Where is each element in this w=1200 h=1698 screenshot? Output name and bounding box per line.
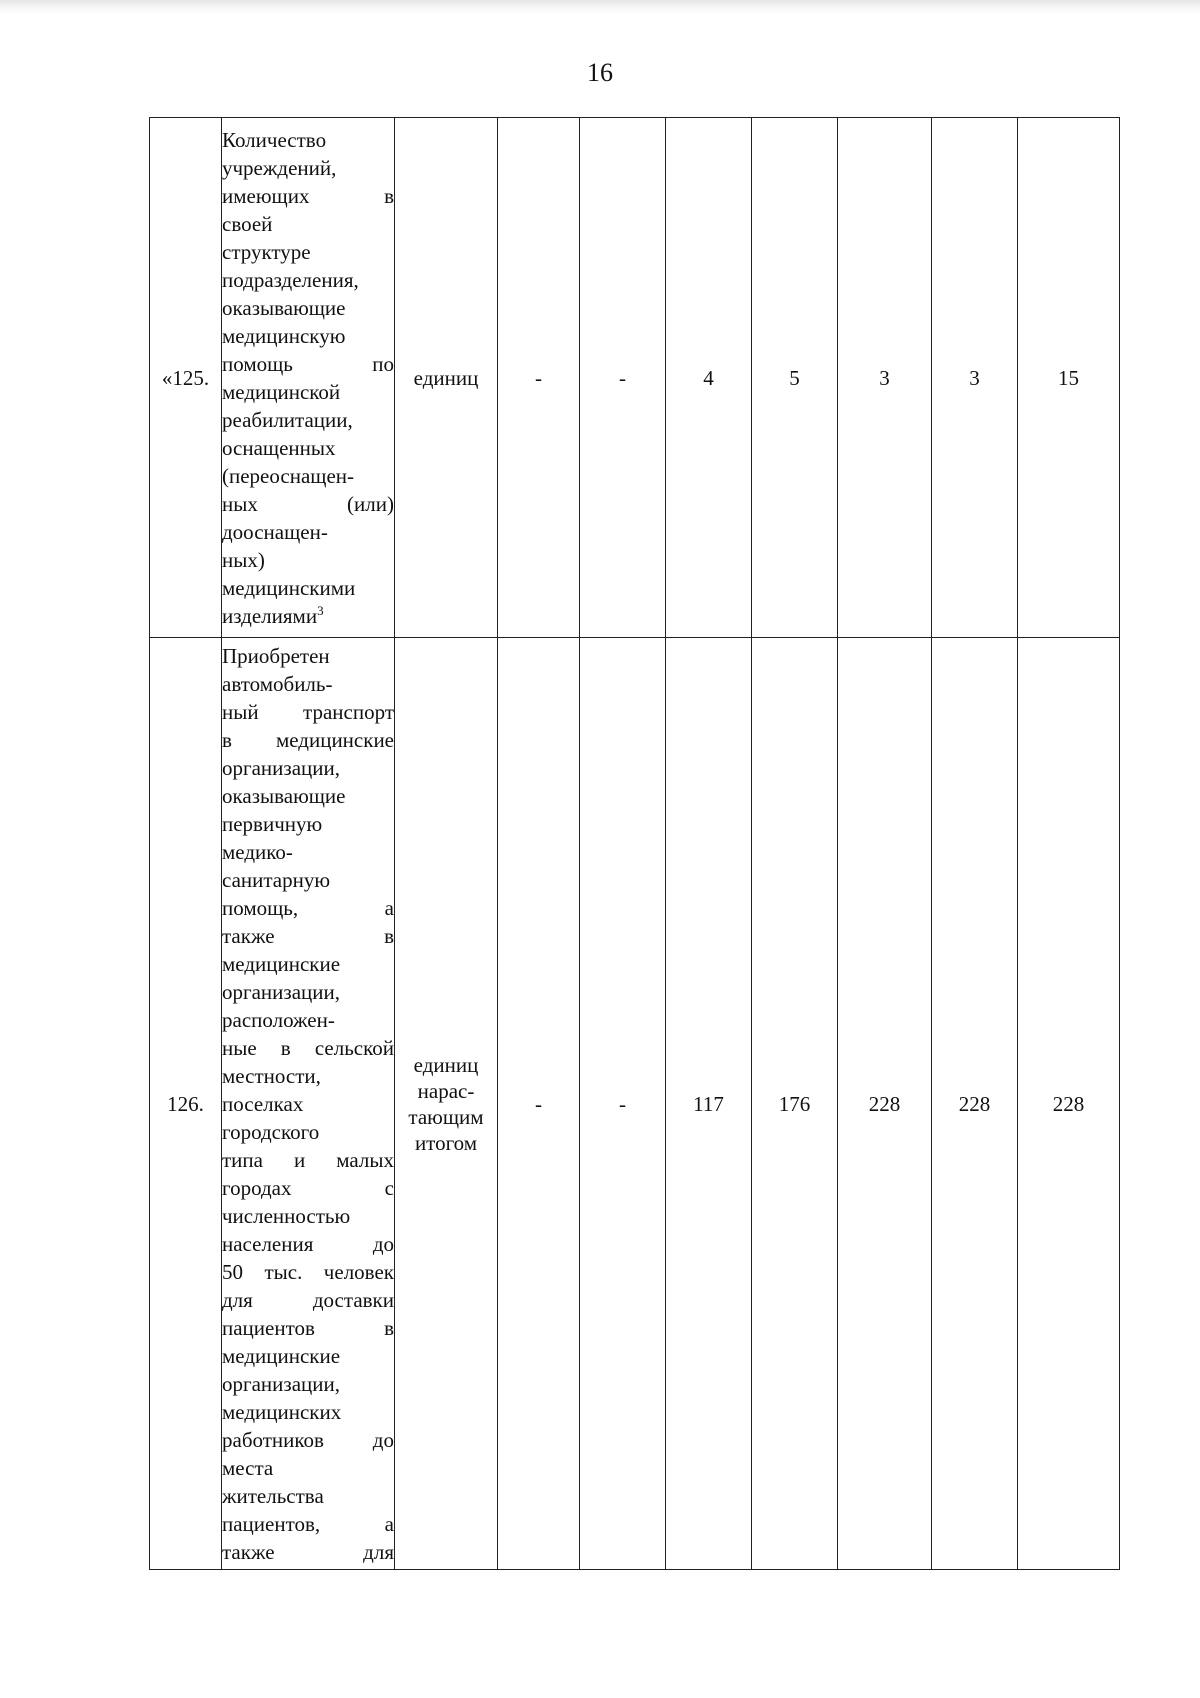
description-line: численностью bbox=[222, 1203, 351, 1228]
description-line: помощь, а bbox=[222, 895, 394, 920]
row-number: «125. bbox=[150, 118, 222, 638]
value-cell: - bbox=[498, 118, 580, 638]
description-line: подразделения, bbox=[222, 267, 359, 292]
unit-cell bbox=[395, 638, 498, 1570]
description-line: медицинские bbox=[222, 951, 341, 976]
description-line: также для bbox=[222, 1539, 394, 1564]
value-cell: 228 bbox=[838, 638, 932, 1570]
description-line: своей bbox=[222, 211, 273, 236]
description-line: ные в сельской bbox=[222, 1035, 394, 1060]
unit-line: итогом bbox=[414, 1130, 478, 1155]
value-cell: 228 bbox=[1018, 638, 1120, 1570]
value-cell: 3 bbox=[932, 118, 1018, 638]
description-line: организации, bbox=[222, 1371, 340, 1396]
description-line: для доставки bbox=[222, 1287, 394, 1312]
description-line bbox=[222, 602, 394, 630]
description-line: медицинские bbox=[222, 1343, 341, 1368]
description-line: оказывающие bbox=[222, 295, 346, 320]
description-line: медицинских bbox=[222, 1399, 342, 1424]
description-line: медицинской bbox=[222, 379, 341, 404]
indicator-description bbox=[222, 118, 395, 638]
description-line: помощь по bbox=[222, 351, 394, 376]
description-line: реабилитации, bbox=[222, 407, 353, 432]
description-line: работников до bbox=[222, 1427, 394, 1452]
description-line: населения до bbox=[222, 1231, 394, 1256]
description-line: (переоснащен- bbox=[222, 463, 354, 488]
unit-line: тающим bbox=[408, 1104, 484, 1129]
value-cell: - bbox=[498, 638, 580, 1570]
value-cell: 117 bbox=[666, 638, 752, 1570]
description-line: автомобиль- bbox=[222, 671, 333, 696]
description-line: организации, bbox=[222, 755, 340, 780]
description-line: оснащенных bbox=[222, 435, 336, 460]
value-cell: - bbox=[580, 638, 666, 1570]
description-line: медицинскую bbox=[222, 323, 346, 348]
value-cell: 176 bbox=[752, 638, 838, 1570]
description-line: пациентов в bbox=[222, 1315, 394, 1340]
description-line: места bbox=[222, 1455, 274, 1480]
description-line: структуре bbox=[222, 239, 311, 264]
description-line: также в bbox=[222, 923, 394, 948]
unit-line: нарас- bbox=[417, 1078, 475, 1103]
value-cell: 228 bbox=[932, 638, 1018, 1570]
description-line: Количество bbox=[222, 127, 327, 152]
value-cell: 3 bbox=[838, 118, 932, 638]
unit-line: единиц bbox=[413, 1052, 479, 1077]
description-line: местности, bbox=[222, 1063, 321, 1088]
value-cell: - bbox=[580, 118, 666, 638]
unit-line: единиц bbox=[413, 365, 479, 390]
description-line: дооснащен- bbox=[222, 519, 328, 544]
scan-edge-artifact bbox=[0, 0, 1200, 14]
value-cell: 15 bbox=[1018, 118, 1120, 638]
description-line: ных (или) bbox=[222, 491, 394, 516]
description-line: ный транспорт bbox=[222, 699, 394, 724]
description-line: учреждений, bbox=[222, 155, 337, 180]
table-row bbox=[150, 118, 1120, 638]
description-line: санитарную bbox=[222, 867, 331, 892]
indicator-description bbox=[222, 638, 395, 1570]
description-line: поселках bbox=[222, 1091, 304, 1116]
description-line: жительства bbox=[222, 1483, 324, 1508]
description-line: первичную bbox=[222, 811, 323, 836]
value-cell: 5 bbox=[752, 118, 838, 638]
footnote-marker: 3 bbox=[317, 602, 324, 618]
description-line: 50 тыс. человек bbox=[222, 1259, 394, 1284]
description-line: расположен- bbox=[222, 1007, 335, 1032]
page-number: 16 bbox=[587, 58, 613, 87]
indicators-table bbox=[149, 117, 1120, 1570]
unit-cell bbox=[395, 118, 498, 638]
description-line: организации, bbox=[222, 979, 340, 1004]
row-number: 126. bbox=[150, 638, 222, 1570]
description-line: ных) bbox=[222, 547, 265, 572]
description-line: пациентов, а bbox=[222, 1511, 394, 1536]
description-line: имеющих в bbox=[222, 183, 394, 208]
description-line: медицинскими bbox=[222, 575, 356, 600]
description-line: Приобретен bbox=[222, 643, 330, 668]
table-row bbox=[150, 638, 1120, 1570]
value-cell: 4 bbox=[666, 118, 752, 638]
description-line: городского bbox=[222, 1119, 320, 1144]
description-line: в медицинские bbox=[222, 727, 394, 752]
description-line: городах с bbox=[222, 1175, 394, 1200]
description-line-text: изделиями bbox=[222, 603, 318, 628]
description-line: типа и малых bbox=[222, 1147, 394, 1172]
description-line: медико- bbox=[222, 839, 293, 864]
description-line: оказывающие bbox=[222, 783, 346, 808]
